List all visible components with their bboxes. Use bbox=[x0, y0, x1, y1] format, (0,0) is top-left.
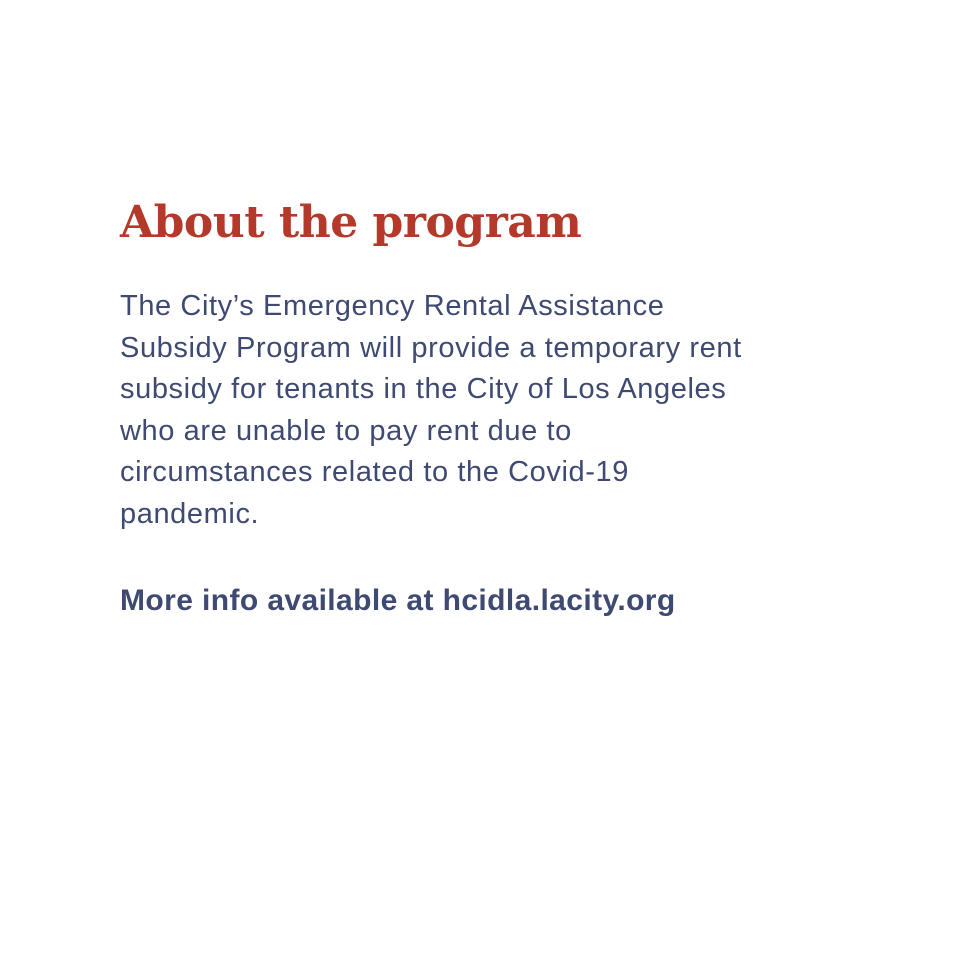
description-line: circumstances related to the Covid-19 bbox=[120, 456, 629, 488]
content-block bbox=[120, 190, 840, 621]
program-description bbox=[120, 286, 840, 535]
page-title: About the program bbox=[120, 197, 582, 248]
description-line: The City’s Emergency Rental Assistance bbox=[120, 290, 665, 322]
more-info-text: More info available at hcidla.lacity.org bbox=[120, 584, 676, 617]
description-line: subsidy for tenants in the City of Los Angeles bbox=[120, 373, 727, 405]
description-line: Subsidy Program will provide a temporary rent bbox=[120, 331, 742, 364]
description-line: pandemic. bbox=[120, 497, 260, 530]
description-line: who are unable to pay rent due to bbox=[120, 414, 572, 447]
